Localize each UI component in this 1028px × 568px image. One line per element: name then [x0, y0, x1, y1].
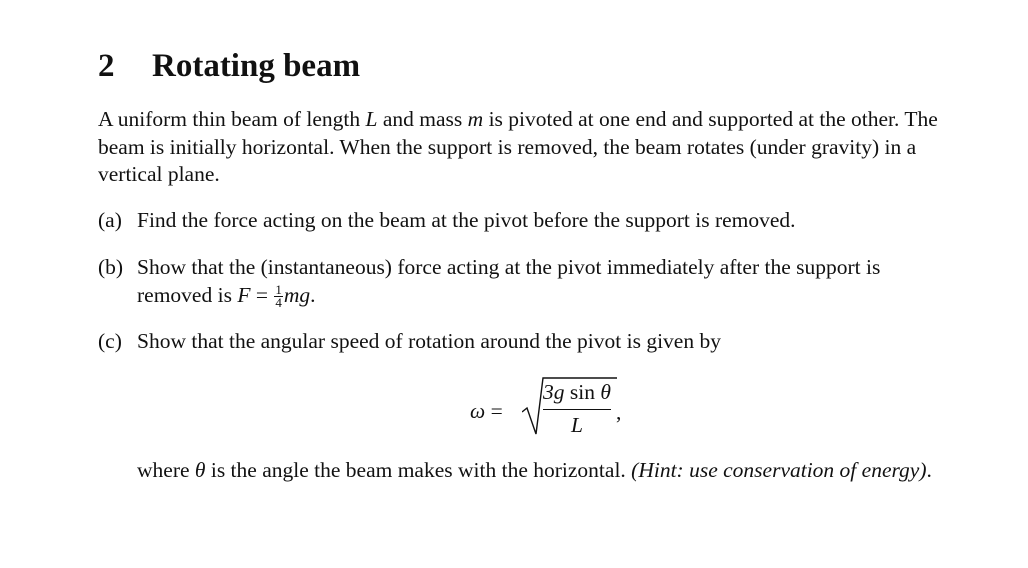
- num-theta: θ: [600, 380, 611, 404]
- part-a-text: Find the force acting on the beam at the pivot before the support is removed.: [137, 208, 796, 232]
- var-L: L: [365, 107, 378, 131]
- part-a-label: (a): [98, 208, 122, 232]
- intro-text-3: is pivoted at one end and supported at the other. The beam is initially horizontal. When the support is removed, the beam rotates (under gravity) in a vertical plane.: [98, 107, 938, 186]
- var-m: m: [467, 107, 484, 131]
- num-sin: sin: [564, 380, 601, 404]
- equation-denominator: L: [571, 413, 583, 437]
- angle-description: is the angle the beam makes with the horizontal.: [205, 458, 632, 482]
- intro-text-1: A uniform thin beam of length: [98, 107, 366, 131]
- intro-text-2: and mass: [377, 107, 468, 131]
- hint-text: (Hint: use conservation of energy): [631, 458, 927, 482]
- part-c-explanation: [137, 456, 959, 485]
- section-heading: [98, 46, 360, 86]
- part-c-label: (c): [98, 329, 122, 353]
- part-c: [98, 328, 958, 356]
- equation-equals: =: [485, 399, 503, 423]
- equation-comma: ,: [616, 400, 622, 424]
- problem-statement: [98, 106, 958, 189]
- section-title: Rotating beam: [152, 48, 361, 84]
- part-c-text: Show that the angular speed of rotation around the pivot is given by: [137, 329, 721, 353]
- var-omega: ω: [470, 399, 486, 423]
- equals-sign: =: [250, 282, 274, 307]
- var-theta: θ: [194, 458, 206, 482]
- part-b-sentence: Show that the (instantaneous) force acting at the pivot immediately after the support is removed is: [137, 255, 881, 307]
- num-3g: 3g: [543, 380, 565, 404]
- equation-numerator: [542, 380, 612, 405]
- part-b: [98, 254, 958, 309]
- tail-period: .: [926, 458, 932, 482]
- fraction-denominator: 4: [275, 295, 282, 311]
- fraction-bar: [543, 409, 611, 410]
- part-a: [98, 207, 958, 235]
- fraction-one-quarter: [274, 284, 283, 309]
- equation-lhs: [470, 399, 503, 424]
- var-F: F: [237, 282, 251, 307]
- part-b-text: [137, 254, 958, 309]
- part-b-period: .: [310, 282, 316, 307]
- fraction-numerator: 1: [275, 282, 282, 298]
- where-text: where: [137, 458, 195, 482]
- var-mg: mg: [283, 282, 311, 307]
- part-b-label: (b): [98, 255, 124, 279]
- section-number: 2: [98, 48, 115, 84]
